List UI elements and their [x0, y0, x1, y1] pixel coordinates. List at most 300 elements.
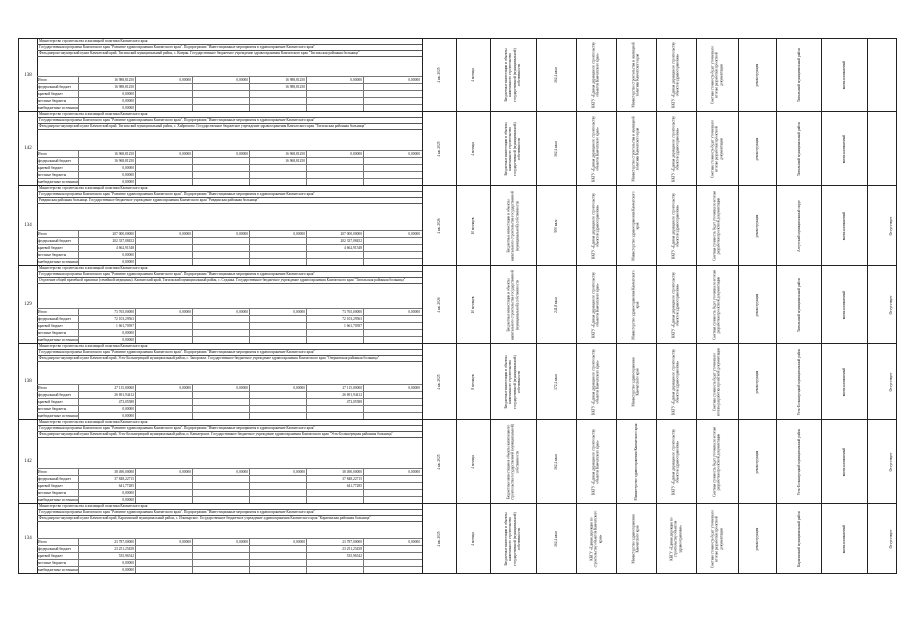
- attribute-cell: [696, 344, 739, 419]
- attribute-text: вновь начинаемый: [841, 60, 846, 90]
- funding-value: [193, 399, 250, 405]
- funding-value: [193, 252, 250, 258]
- funding-value: 0,00000: [408, 78, 420, 82]
- funding-value: [193, 413, 250, 419]
- funding-value: 0,00000: [79, 330, 136, 336]
- funding-value: [364, 323, 421, 329]
- attribute-text: 162,4 кв.м: [553, 453, 558, 470]
- attribute-cell: [576, 504, 617, 573]
- header-line: Государственная программа Камчатского края "Развитие здравоохранения Камчатского края". Подпрограмма "Инвестиционные мероприятия в здравоохранение Камчатского края": [37, 192, 422, 198]
- attribute-text: 4 месяца: [470, 531, 475, 546]
- row-number: 142: [19, 420, 38, 503]
- funding-table: [37, 230, 422, 265]
- header-line: Министерство строительства и жилищной политики Камчатского края: [37, 504, 422, 510]
- funding-value: [307, 497, 364, 503]
- funding-value: 23 251,25458: [307, 546, 364, 552]
- funding-row: [37, 308, 422, 315]
- funding-value: [136, 158, 193, 164]
- funding-value: [250, 560, 307, 566]
- attribute-text: 10 месяцев: [470, 296, 475, 313]
- attribute-text: вновь начинаемый: [841, 447, 846, 476]
- attribute-cell: [738, 39, 777, 111]
- attribute-cell: [536, 39, 577, 111]
- attribute-text: Министерство здравоохранения Камчатского края: [631, 357, 640, 407]
- funding-table: [37, 76, 422, 111]
- funding-value: [364, 165, 421, 171]
- attribute-cell: [738, 186, 777, 265]
- funding-value: 0,00000: [193, 151, 250, 157]
- attribute-text: ККГУ «Единая дирекция по строительству объектов Камчатского края»: [589, 510, 603, 567]
- funding-value: [136, 483, 193, 489]
- attribute-cell: [576, 344, 617, 419]
- funding-row: [37, 230, 422, 237]
- attribute-cell: [738, 420, 777, 503]
- funding-source-label: Итого: [37, 77, 79, 83]
- attribute-text: ККГУ «Единая дирекция по строительству объектов здравоохранения»: [671, 42, 680, 108]
- funding-value: [250, 553, 307, 559]
- project-group: [19, 266, 896, 344]
- funding-source-label: краевой бюджет: [37, 323, 79, 329]
- attribute-cell: [490, 39, 537, 111]
- funding-value: [193, 560, 250, 566]
- attribute-cell: [738, 266, 777, 343]
- attribute-text: ККГУ «Единая дирекция по строительству объектов здравоохранения»: [671, 348, 680, 415]
- funding-value: [364, 179, 421, 185]
- attribute-text: Сметная стоимость будет уточнена по итогам разработки проектной документации: [710, 509, 724, 568]
- funding-value: [364, 392, 421, 398]
- funding-value: 16 968,81250: [79, 151, 136, 157]
- funding-value: [364, 238, 421, 244]
- funding-value: [364, 252, 421, 258]
- funding-value: [307, 91, 364, 97]
- funding-value: 26 691,94412: [307, 392, 364, 398]
- attribute-text: Алеутский муниципальный округ: [796, 199, 801, 252]
- attribute-text: Отсутствует: [888, 295, 893, 314]
- funding-value: 202 337,08452: [307, 238, 364, 244]
- funding-row: [37, 336, 422, 343]
- funding-value: 0,00000: [79, 165, 136, 171]
- funding-value: [193, 165, 250, 171]
- funding-value: 16 988,81250: [79, 84, 136, 90]
- row-number: 129: [19, 266, 38, 343]
- funding-value: 0,00000: [136, 77, 193, 83]
- attribute-text: Карагинский муниципальный район: [796, 510, 801, 567]
- attribute-text: Сметная стоимость будет уточнена по итогам разработки проектной документации: [712, 190, 721, 261]
- project-description: [37, 112, 423, 185]
- funding-value: 0,00000: [307, 151, 364, 157]
- attribute-text: Бюджетные инвестиции в объекты капитального строительства государственной (муниципальной) собственности: [504, 511, 522, 566]
- funding-value: [250, 238, 307, 244]
- attribute-text: вновь начинаемый: [841, 290, 846, 319]
- funding-source-label: Итого: [37, 469, 79, 475]
- attribute-text: ККГУ «Единая дирекция по строительству объектов Камчатского края»: [591, 42, 600, 108]
- funding-source-label: Итого: [37, 539, 79, 545]
- funding-value: 0,00000: [193, 231, 250, 237]
- funding-row: [37, 83, 422, 90]
- attribute-text: 172,4 кв.м: [553, 373, 558, 390]
- funding-row: [37, 258, 422, 265]
- attribute-text: Министерство здравоохранения Камчатского края: [631, 514, 640, 564]
- attribute-text: Бюджетные инвестиции в объекты капитального строительства государственной (муниципальной) собственности: [506, 190, 520, 261]
- attribute-text: ККГУ «Единая дирекция по строительству объектов здравоохранения»: [591, 192, 600, 259]
- header-line: Государственная программа Камчатского края "Развитие здравоохранения Камчатского края". Подпрограмма "Инвестиционные мероприятия в здравоохранение Камчатского края": [37, 118, 422, 124]
- attribute-text: 4 месяца: [470, 68, 475, 82]
- header-line: Ривдинская районная больница. Государственное бюджетное учреждение здравоохранения Камчатского края "Ривдинская районная больница": [37, 198, 422, 204]
- attribute-text: 4 кв. 2025: [436, 453, 441, 470]
- attribute-cell: [821, 504, 868, 573]
- attribute-text: вновь начинаемый: [841, 211, 846, 240]
- funding-value: [136, 252, 193, 258]
- header-line: Государственная программа Камчатского края "Развитие здравоохранения Камчатского края". Подпрограмма "Инвестиционные мероприятия в здравоохранение Камчатского края": [37, 510, 422, 516]
- attribute-text: ККГУ «Единая дирекция по строительству объектов здравоохранения»: [671, 271, 680, 338]
- funding-value: 535,96542: [307, 553, 364, 559]
- funding-value: 16 968,81250: [79, 158, 136, 164]
- funding-value: 16 968,81250: [250, 151, 307, 157]
- attribute-text: Бюджетные инвестиции в объекты капитального строительства государственной (муниципальной) собственности: [506, 269, 520, 340]
- funding-value: [193, 91, 250, 97]
- funding-value: 0,00000: [250, 309, 307, 315]
- funding-value: [136, 567, 193, 573]
- funding-value: [136, 497, 193, 503]
- attribute-text: реконструкция: [754, 450, 759, 473]
- funding-value: [193, 172, 250, 178]
- funding-value: 0,00000: [136, 309, 193, 315]
- attribute-cell: [490, 504, 537, 573]
- project-description: [37, 266, 423, 343]
- row-number: 142: [19, 112, 38, 185]
- attribute-cell: [821, 39, 868, 111]
- funding-value: [250, 399, 307, 405]
- funding-source-label: внебюджетные источники: [38, 260, 78, 264]
- funding-source-label: внебюджетные источники: [38, 338, 78, 342]
- attribute-text: ККГУ «Единая дирекция по строительству объектов Камчатского края»: [591, 348, 600, 415]
- funding-value: [136, 553, 193, 559]
- funding-value: 0,00000: [408, 232, 420, 236]
- funding-value: 202 337,08452: [79, 238, 136, 244]
- attribute-text: Сметная стоимость будет уточнена по итогам разработки проектной документации: [712, 426, 721, 497]
- attribute-text: 4 кв. 2026: [436, 217, 441, 234]
- funding-table: [37, 538, 422, 573]
- attribute-text: реконструкция: [754, 137, 759, 160]
- attribute-text: Бюджетные инвестиции в объекты капитального строительства государственной (муниципальной) собственности: [504, 121, 522, 176]
- funding-value: 26 691,94412: [79, 392, 136, 398]
- funding-value: 0,00000: [408, 540, 420, 544]
- funding-value: [193, 567, 250, 573]
- funding-source-label: федеральный бюджет: [37, 546, 79, 552]
- attribute-text: реконструкция: [754, 214, 759, 237]
- funding-value: [136, 179, 193, 185]
- funding-value: [136, 560, 193, 566]
- funding-source-label: краевой бюджет: [37, 91, 79, 97]
- funding-value: [364, 546, 421, 552]
- attribute-text: 8 месяцев: [470, 373, 475, 390]
- funding-value: [250, 323, 307, 329]
- attribute-cell: [696, 39, 739, 111]
- attribute-text: 162,4 кв.м: [553, 140, 558, 157]
- funding-value: [193, 490, 250, 496]
- project-group: [19, 39, 896, 112]
- header-line: Государственная программа Камчатского края "Развитие здравоохранения Камчатского края". Подпрограмма "Инвестиционные мероприятия в здравоохранение Камчатского края": [37, 426, 422, 432]
- attribute-cell: [536, 504, 577, 573]
- funding-row: [37, 468, 422, 475]
- attribute-text: ККГУ «Единая дирекция по строительству объектов здравоохранения»: [671, 428, 680, 495]
- attribute-cell: [776, 420, 822, 503]
- funding-value: 23 251,25458: [79, 546, 136, 552]
- funding-value: 0,00000: [408, 152, 420, 156]
- funding-value: [364, 399, 421, 405]
- attribute-cell: [867, 504, 905, 573]
- funding-value: [364, 413, 421, 419]
- funding-row: [37, 244, 422, 251]
- funding-value: 0,00000: [307, 77, 364, 83]
- funding-value: [193, 406, 250, 412]
- attribute-cell: [776, 266, 822, 343]
- funding-value: [136, 330, 193, 336]
- funding-value: 0,00000: [250, 385, 307, 391]
- attribute-cell: [656, 186, 697, 265]
- attribute-text: 10 месяцев: [470, 217, 475, 234]
- attribute-text: Усть-Большерецкий муниципальный район: [796, 428, 801, 495]
- funding-value: 0,00000: [408, 386, 420, 390]
- attribute-text: Министерство здравоохранения Камчатского края: [633, 423, 638, 500]
- funding-value: [307, 84, 364, 90]
- project-group: [19, 420, 896, 504]
- funding-value: [307, 567, 364, 573]
- header-line: Министерство строительства и жилищной политики Камчатского края: [37, 344, 422, 350]
- funding-source-label: федеральный бюджет: [37, 476, 79, 482]
- attribute-cell: [456, 344, 491, 419]
- row-number: 134: [19, 504, 38, 573]
- attribute-text: Министерство строительства и жилищной политики Камчатского края: [631, 115, 640, 182]
- project-description: [37, 420, 423, 503]
- funding-value: [193, 337, 250, 343]
- funding-row: [37, 329, 422, 336]
- attribute-cell: [576, 266, 617, 343]
- funding-source-label: Итого: [37, 151, 79, 157]
- attribute-text: реконструкция: [754, 370, 759, 393]
- funding-value: [307, 172, 364, 178]
- funding-value: 73 765,00000: [307, 309, 364, 315]
- attribute-cell: [576, 186, 617, 265]
- funding-value: [307, 158, 364, 164]
- funding-value: [250, 98, 307, 104]
- funding-value: [364, 259, 421, 265]
- attribute-cell: [456, 504, 491, 573]
- attribute-text: Отсутствует: [888, 216, 893, 235]
- funding-value: [136, 323, 193, 329]
- attribute-cell: [696, 504, 739, 573]
- funding-value: 0,00000: [79, 91, 136, 97]
- attribute-text: ККГУ «Единая дирекция по строительству объектов Камчатского края»: [591, 428, 600, 495]
- funding-value: 16 988,81250: [79, 77, 136, 83]
- funding-source-label: местные бюджеты: [37, 406, 79, 412]
- attribute-cell: [656, 344, 697, 419]
- attribute-text: 162,4 кв.м: [553, 530, 558, 547]
- project-description: [37, 186, 423, 265]
- funding-value: 0,00000: [79, 406, 136, 412]
- funding-value: [193, 238, 250, 244]
- funding-value: [136, 392, 193, 398]
- funding-value: [307, 406, 364, 412]
- attribute-cell: [738, 112, 777, 185]
- funding-source-label: внебюджетные источники: [38, 414, 78, 418]
- project-description: [37, 504, 423, 573]
- funding-row: [37, 475, 422, 482]
- funding-value: [364, 98, 421, 104]
- funding-value: [250, 406, 307, 412]
- attribute-cell: [656, 504, 697, 573]
- funding-value: [364, 172, 421, 178]
- funding-row: [37, 90, 422, 97]
- funding-source-label: Итого: [37, 385, 79, 391]
- attribute-cell: [821, 112, 868, 185]
- funding-value: 0,00000: [408, 310, 420, 314]
- attribute-cell: [490, 420, 537, 503]
- funding-value: [193, 483, 250, 489]
- header-line: Министерство строительства и жилищной политики Камчатского края: [37, 39, 422, 45]
- funding-value: 0,00000: [193, 385, 250, 391]
- funding-value: 0,00000: [193, 539, 250, 545]
- funding-row: [37, 398, 422, 405]
- funding-value: [250, 330, 307, 336]
- funding-source-label: местные бюджеты: [37, 560, 79, 566]
- funding-value: [307, 330, 364, 336]
- funding-row: [37, 97, 422, 104]
- funding-value: [136, 399, 193, 405]
- funding-value: [136, 337, 193, 343]
- funding-value: 473,05588: [79, 399, 136, 405]
- attribute-cell: [776, 186, 822, 265]
- funding-value: [250, 245, 307, 251]
- attribute-text: 4 месяца: [470, 141, 475, 156]
- header-line: Фельдшерско-акушерский пункт Камчатский край, Тигильский муниципальный район, с. Хайрюзово. Государственное бюджетное учреждение здравоохранения Камчатского края "Тигильская районная больница": [37, 124, 422, 130]
- funding-value: [307, 105, 364, 111]
- funding-value: [136, 490, 193, 496]
- funding-value: [364, 483, 421, 489]
- funding-value: 0,00000: [79, 179, 136, 185]
- attribute-cell: [576, 112, 617, 185]
- funding-value: [193, 330, 250, 336]
- funding-value: [136, 98, 193, 104]
- funding-value: 0,00000: [193, 469, 250, 475]
- funding-value: 4 662,91548: [307, 245, 364, 251]
- funding-value: [364, 476, 421, 482]
- funding-value: 0,00000: [193, 309, 250, 315]
- funding-value: [193, 245, 250, 251]
- attribute-cell: [776, 504, 822, 573]
- row-number: 134: [19, 186, 38, 265]
- funding-value: 0,00000: [136, 151, 193, 157]
- funding-source-label: Итого: [37, 309, 79, 315]
- funding-value: [193, 316, 250, 322]
- funding-source-label: местные бюджеты: [37, 98, 79, 104]
- funding-row: [37, 559, 422, 566]
- funding-row: [37, 171, 422, 178]
- attribute-cell: [867, 186, 905, 265]
- funding-value: [307, 490, 364, 496]
- funding-value: [136, 546, 193, 552]
- funding-value: 641,77285: [307, 483, 364, 489]
- funding-source-label: местные бюджеты: [37, 490, 79, 496]
- funding-value: 38 490,00000: [79, 469, 136, 475]
- row-number: 138: [19, 39, 38, 111]
- funding-value: [193, 259, 250, 265]
- funding-value: 0,00000: [408, 470, 420, 474]
- project-group: [19, 344, 896, 420]
- funding-value: 38 490,00000: [307, 469, 364, 475]
- funding-row: [37, 237, 422, 244]
- funding-source-label: федеральный бюджет: [37, 84, 79, 90]
- funding-row: [37, 405, 422, 412]
- funding-value: [364, 158, 421, 164]
- funding-value: 0,00000: [79, 490, 136, 496]
- funding-value: [193, 84, 250, 90]
- project-group: [19, 112, 896, 186]
- attribute-cell: [776, 112, 822, 185]
- funding-value: [136, 406, 193, 412]
- attribute-cell: [821, 344, 868, 419]
- funding-source-label: внебюджетные источники: [38, 180, 78, 184]
- attribute-text: Сметная стоимость будет уточнена по итогам разработки проектной документации: [712, 269, 721, 340]
- funding-value: [193, 553, 250, 559]
- attribute-cell: [616, 266, 657, 343]
- funding-value: [250, 546, 307, 552]
- attribute-cell: [422, 266, 457, 343]
- funding-value: [364, 84, 421, 90]
- funding-value: 23 787,00000: [79, 539, 136, 545]
- project-group: [19, 504, 896, 573]
- funding-source-label: краевой бюджет: [37, 165, 79, 171]
- funding-value: [193, 158, 250, 164]
- funding-value: [364, 316, 421, 322]
- attribute-cell: [776, 344, 822, 419]
- header-line: Фельдшерско-акушерский пункт Камчатский край, Усть-Большерецкий муниципальный район, п. Кавалерское. Государственное бюджетное учреждение здравоохранения Камчатского края "Усть-Большерецкая районная больница": [37, 432, 422, 438]
- funding-value: [250, 165, 307, 171]
- attribute-cell: [867, 112, 905, 185]
- attribute-cell: [738, 504, 777, 573]
- attribute-cell: [616, 504, 657, 573]
- attribute-text: 241,8 кв.м: [553, 296, 558, 313]
- attribute-cell: [576, 420, 617, 503]
- funding-value: 4 662,91548: [79, 245, 136, 251]
- funding-value: 72 103,29563: [79, 316, 136, 322]
- attribute-cell: [456, 186, 491, 265]
- attribute-cell: [696, 420, 739, 503]
- attribute-cell: [867, 420, 905, 503]
- funding-value: [307, 179, 364, 185]
- funding-value: [250, 337, 307, 343]
- funding-value: [250, 476, 307, 482]
- funding-value: [136, 413, 193, 419]
- attribute-cell: [696, 186, 739, 265]
- attribute-cell: [456, 112, 491, 185]
- funding-source-label: краевой бюджет: [37, 553, 79, 559]
- funding-row: [37, 178, 422, 185]
- attribute-text: вновь начинаемый: [841, 367, 846, 396]
- funding-source-label: федеральный бюджет: [37, 158, 79, 164]
- attribute-text: вновь начинаемый: [841, 134, 846, 163]
- funding-row: [37, 104, 422, 111]
- funding-value: [193, 98, 250, 104]
- attribute-text: вновь начинаемый: [841, 524, 846, 553]
- attribute-text: Сметная стоимость будет уточнена по итогам разработки проектной документации: [710, 45, 724, 105]
- funding-value: [364, 91, 421, 97]
- header-line: Фельдшерско-акушерский пункт Камчатский край, Усть-Большерецкий муниципальный район, с. Запорожье. Государственное бюджетное учреждение здравоохранения Камчатского края "Озерновская районная больница": [37, 356, 422, 362]
- funding-value: 0,00000: [79, 259, 136, 265]
- funding-value: [136, 238, 193, 244]
- attribute-text: реконструкция: [754, 293, 759, 316]
- funding-table: [37, 150, 422, 185]
